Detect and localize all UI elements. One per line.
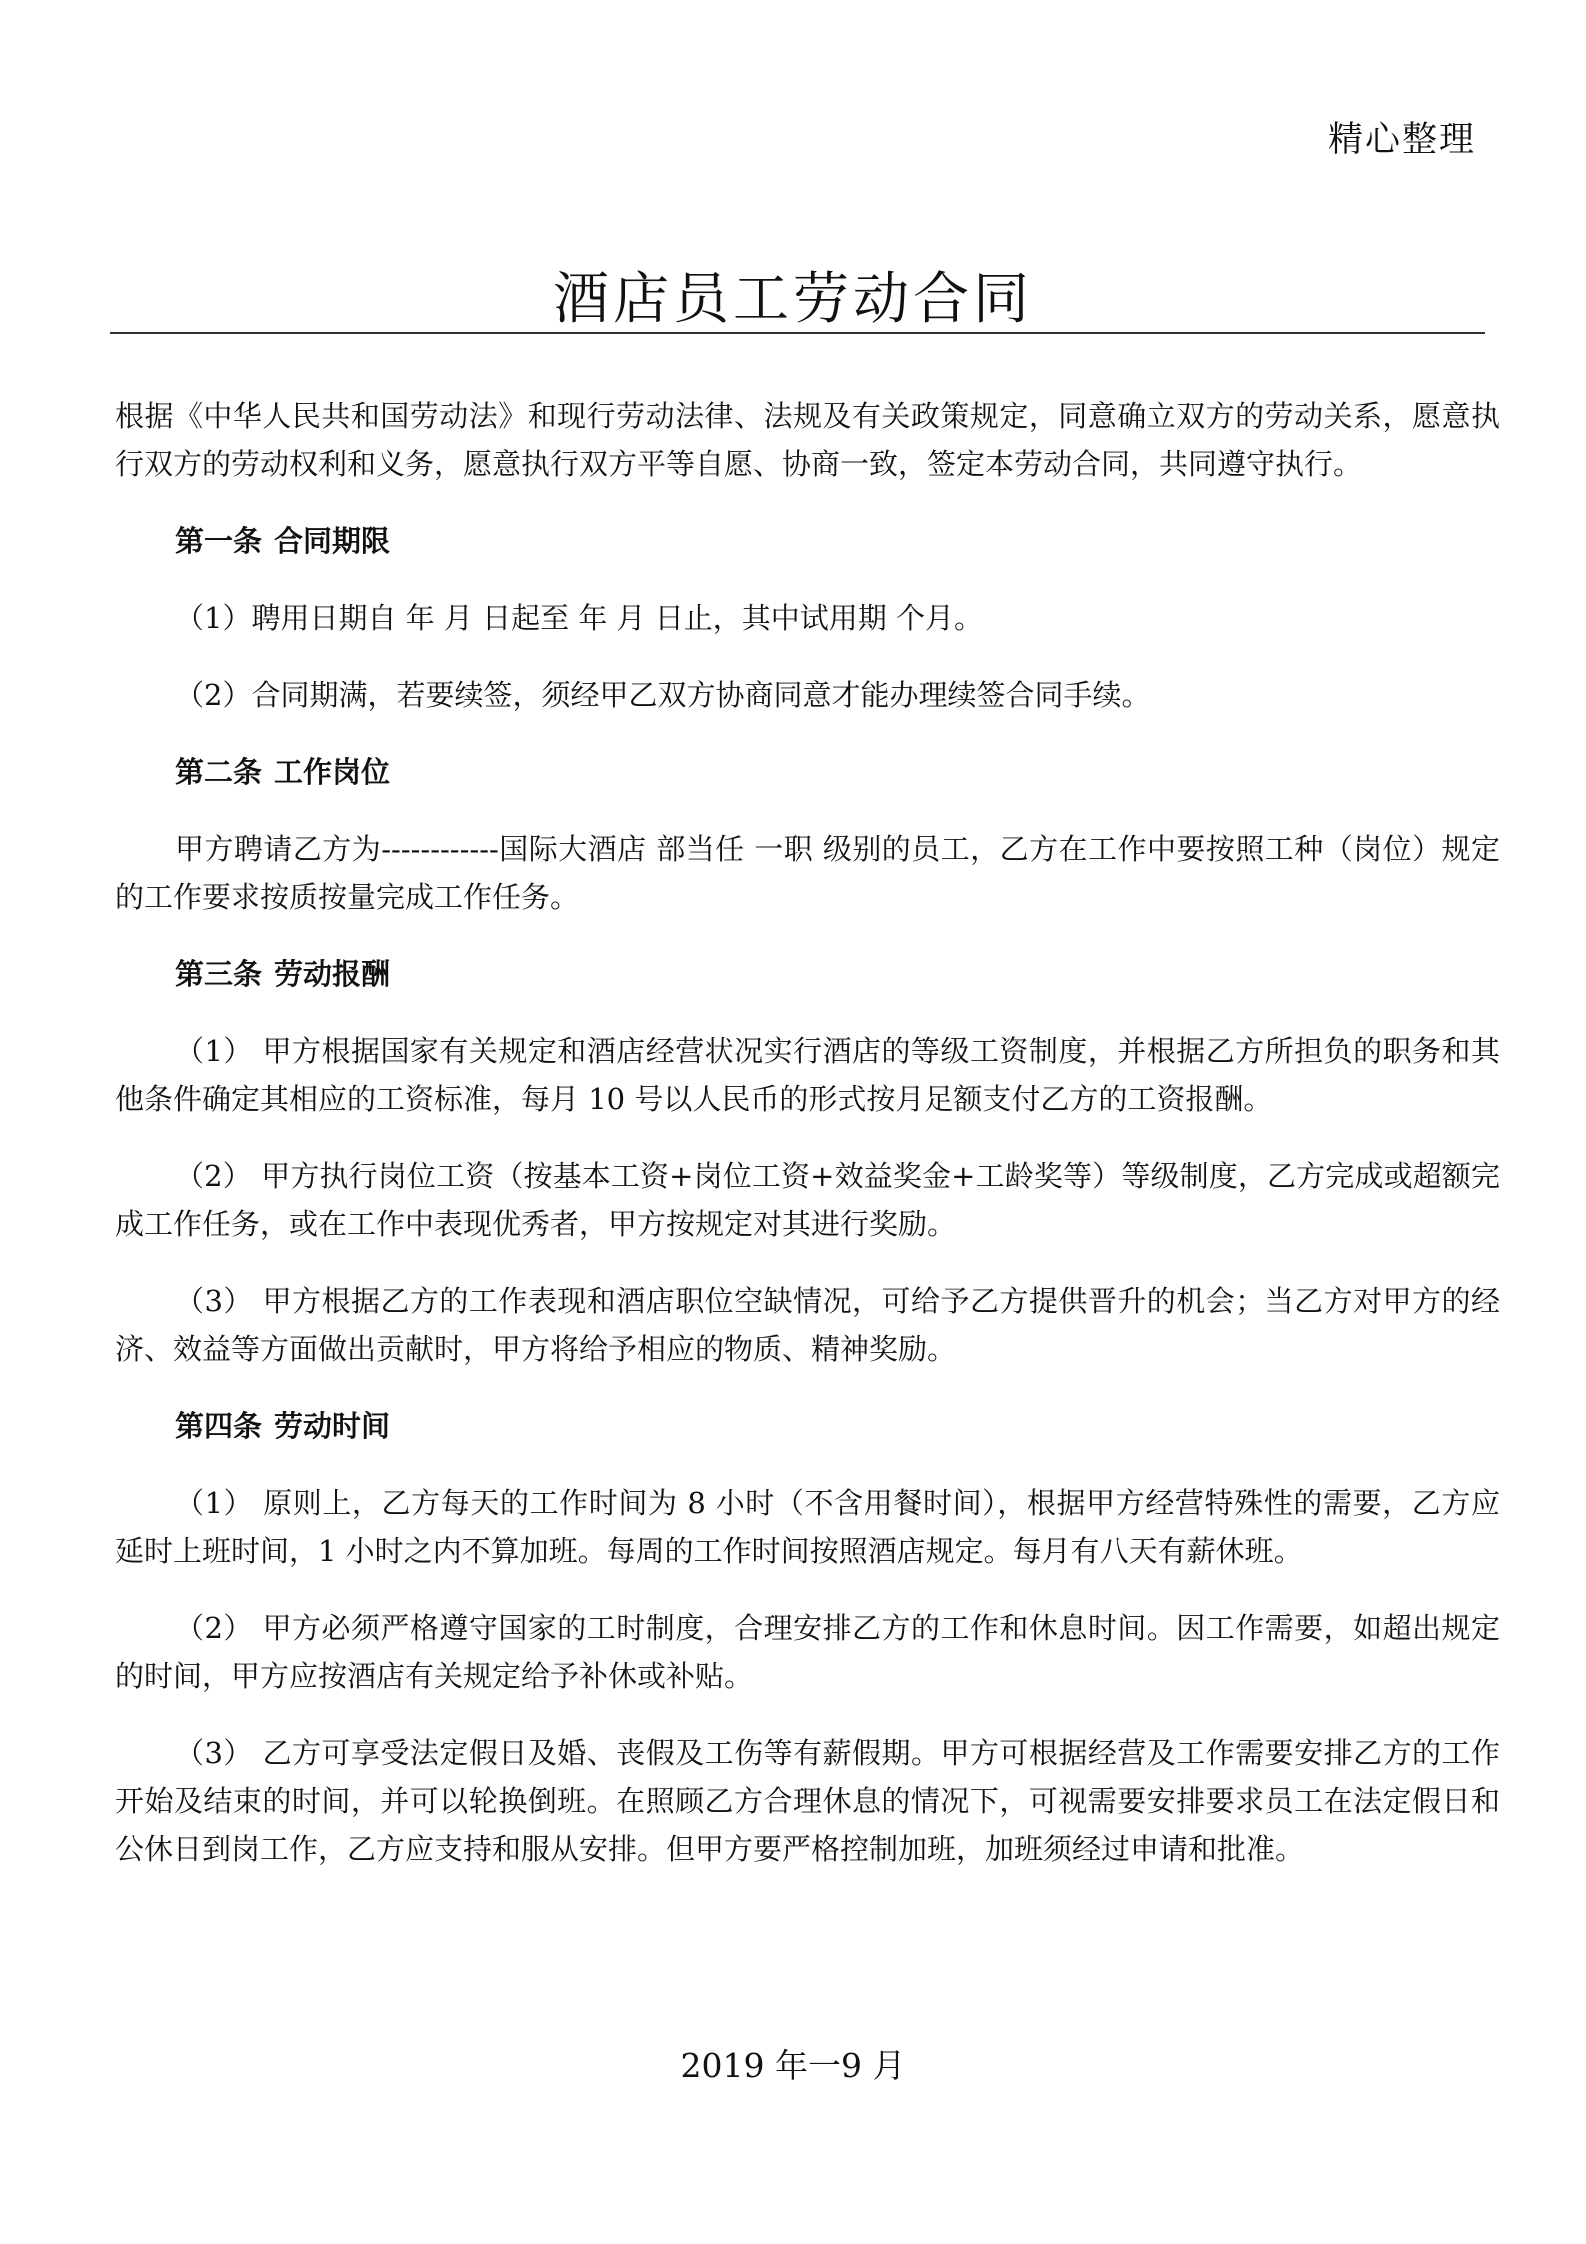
section-number: 第二条: [175, 755, 263, 789]
section-title: 工作岗位: [274, 755, 391, 789]
document-title: 酒店员工劳动合同: [553, 267, 1033, 332]
section-heading-2: [115, 748, 1500, 796]
section-number: 第一条: [175, 524, 263, 558]
section-3-para-1: （1） 甲方根据国家有关规定和酒店经营状况实行酒店的等级工资制度，并根据乙方所担负的职务和其他条件确定其相应的工资标准，每月 10 号以人民币的形式按月足额支付乙方的工资报酬。: [115, 1034, 1500, 1116]
section-heading-1: [115, 517, 1500, 565]
intro-paragraph: 根据《中华人民共和国劳动法》和现行劳动法律、法规及有关政策规定，同意确立双方的劳动关系，愿意执行双方的劳动权利和义务，愿意执行双方平等自愿、协商一致，签定本劳动合同，共同遵守执行。: [115, 399, 1500, 481]
section-4-para-3: （3） 乙方可享受法定假日及婚、丧假及工伤等有薪假期。甲方可根据经营及工作需要安排乙方的工作开始及结束的时间，并可以轮换倒班。在照顾乙方合理休息的情况下，可视需要安排要求员工在法定假日和公休日到岗工作，乙方应支持和服从安排。但甲方要严格控制加班，加班须经过申请和批准。: [115, 1736, 1500, 1866]
section-title: 劳动时间: [274, 1409, 391, 1443]
section-3-para-3: （3） 甲方根据乙方的工作表现和酒店职位空缺情况，可给予乙方提供晋升的机会；当乙方对甲方的经济、效益等方面做出贡献时，甲方将给予相应的物质、精神奖励。: [115, 1284, 1500, 1366]
section-1-para-2: （2）合同期满，若要续签，须经甲乙双方协商同意才能办理续签合同手续。: [175, 678, 1151, 712]
section-title: 合同期限: [274, 524, 391, 558]
title-divider: [110, 332, 1485, 334]
section-title: 劳动报酬: [274, 957, 391, 991]
section-number: 第三条: [175, 957, 263, 991]
section-number: 第四条: [175, 1409, 263, 1443]
section-4-para-2: （2） 甲方必须严格遵守国家的工时制度，合理安排乙方的工作和休息时间。因工作需要，如超出规定的时间，甲方应按酒店有关规定给予补休或补贴。: [115, 1611, 1500, 1693]
document-date: 2019 年一9 月: [680, 2046, 906, 2085]
document-body: [115, 392, 1500, 1902]
section-3-para-2: （2） 甲方执行岗位工资（按基本工资+岗位工资+效益奖金+工龄奖等）等级制度，乙方完成或超额完成工作任务，或在工作中表现优秀者，甲方按规定对其进行奖励。: [115, 1159, 1500, 1241]
section-2-para-1: 甲方聘请乙方为------------国际大酒店 部当任 一职 级别的员工，乙方在工作中要按照工种（岗位）规定的工作要求按质按量完成工作任务。: [115, 832, 1500, 914]
section-heading-3: [115, 950, 1500, 998]
header-note: 精心整理: [1327, 120, 1476, 160]
section-heading-4: [115, 1402, 1500, 1450]
section-4-para-1: （1） 原则上，乙方每天的工作时间为 8 小时（不含用餐时间），根据甲方经营特殊性的需要，乙方应延时上班时间，1 小时之内不算加班。每周的工作时间按照酒店规定。每月有八天有薪休班。: [115, 1486, 1500, 1568]
section-1-para-1: （1）聘用日期自 年 月 日起至 年 月 日止，其中试用期 个月。: [175, 601, 983, 635]
